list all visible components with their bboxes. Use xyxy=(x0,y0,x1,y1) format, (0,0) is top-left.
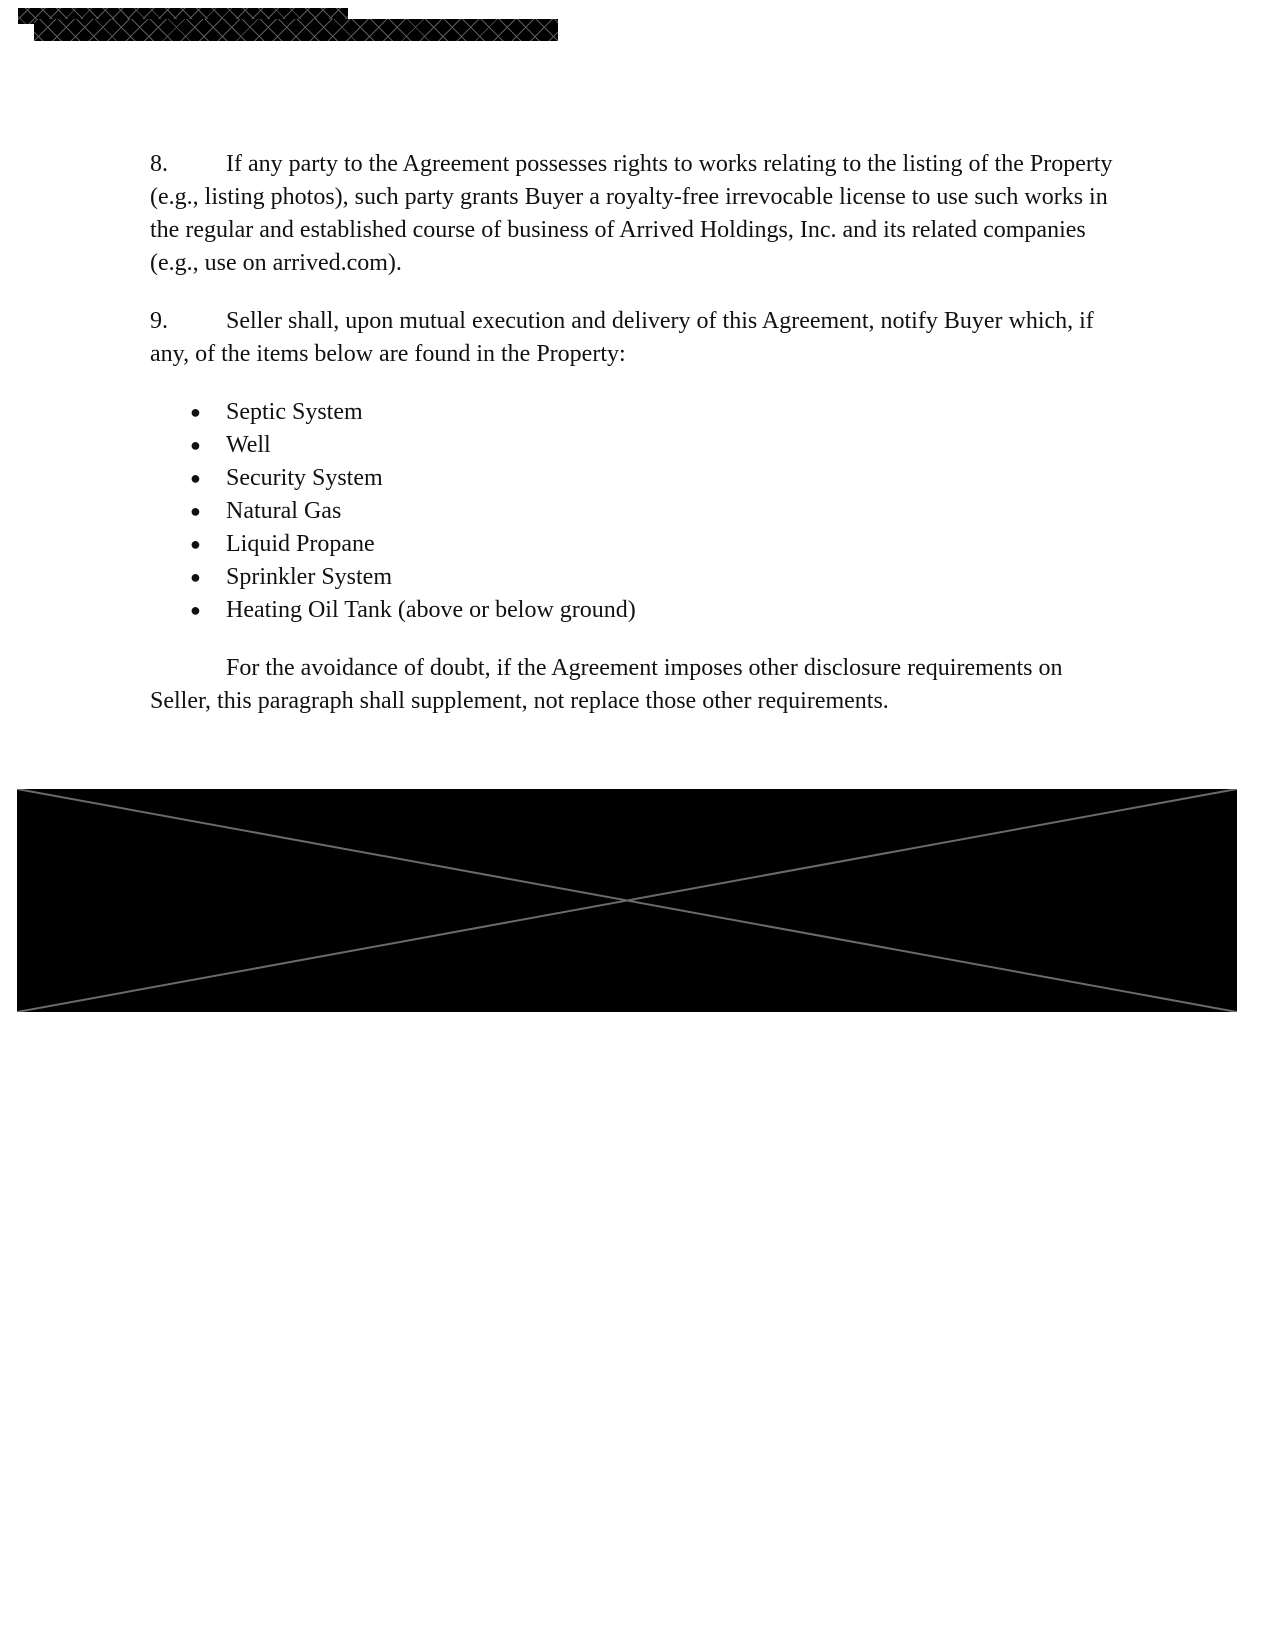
bullet-icon: ● xyxy=(190,468,201,488)
list-item-label: Heating Oil Tank (above or below ground) xyxy=(226,597,636,623)
list-item-label: Sprinkler System xyxy=(226,564,392,590)
list-item-label: Liquid Propane xyxy=(226,531,375,557)
redacted-image-placeholder xyxy=(17,789,1237,1012)
bullet-icon: ● xyxy=(190,534,201,554)
property-items-list xyxy=(150,396,1122,627)
list-item xyxy=(150,528,1122,561)
paragraph-9 xyxy=(150,305,1122,371)
closing-paragraph: For the avoidance of doubt, if the Agreement imposes other disclosure requirements on Seller, this paragraph shall supplement, not replace those other requirements. xyxy=(150,655,1063,714)
bullet-icon: ● xyxy=(190,435,201,455)
image-placeholder-cross-icon xyxy=(17,789,1237,1012)
list-item xyxy=(150,462,1122,495)
paragraph-9-text: Seller shall, upon mutual execution and delivery of this Agreement, notify Buyer which, if any, of the items below are found in the Property: xyxy=(150,308,1094,367)
list-item-label: Septic System xyxy=(226,399,363,425)
bullet-icon: ● xyxy=(190,567,201,587)
paragraph-8-text: If any party to the Agreement possesses rights to works relating to the listing of the Property (e.g., listing photos), such party grants Buyer a royalty-free irrevocable license to use such works in the regular and established course of business of Arrived Holdings, Inc. and its related companies (e.g., use on arrived.com). xyxy=(150,151,1113,276)
list-item-label: Security System xyxy=(226,465,383,491)
paragraph-8-number: 8. xyxy=(150,151,168,177)
list-item xyxy=(150,594,1122,627)
list-item xyxy=(150,495,1122,528)
list-item xyxy=(150,429,1122,462)
bullet-icon: ● xyxy=(190,501,201,521)
list-item xyxy=(150,561,1122,594)
paragraph-8 xyxy=(150,148,1122,280)
bullet-icon: ● xyxy=(190,600,201,620)
document-body xyxy=(150,148,1122,743)
bullet-icon: ● xyxy=(190,402,201,422)
list-item xyxy=(150,396,1122,429)
list-item-label: Well xyxy=(226,432,271,458)
redaction-bar-header-2 xyxy=(34,19,558,41)
list-item-label: Natural Gas xyxy=(226,498,342,524)
paragraph-9-number: 9. xyxy=(150,308,168,334)
